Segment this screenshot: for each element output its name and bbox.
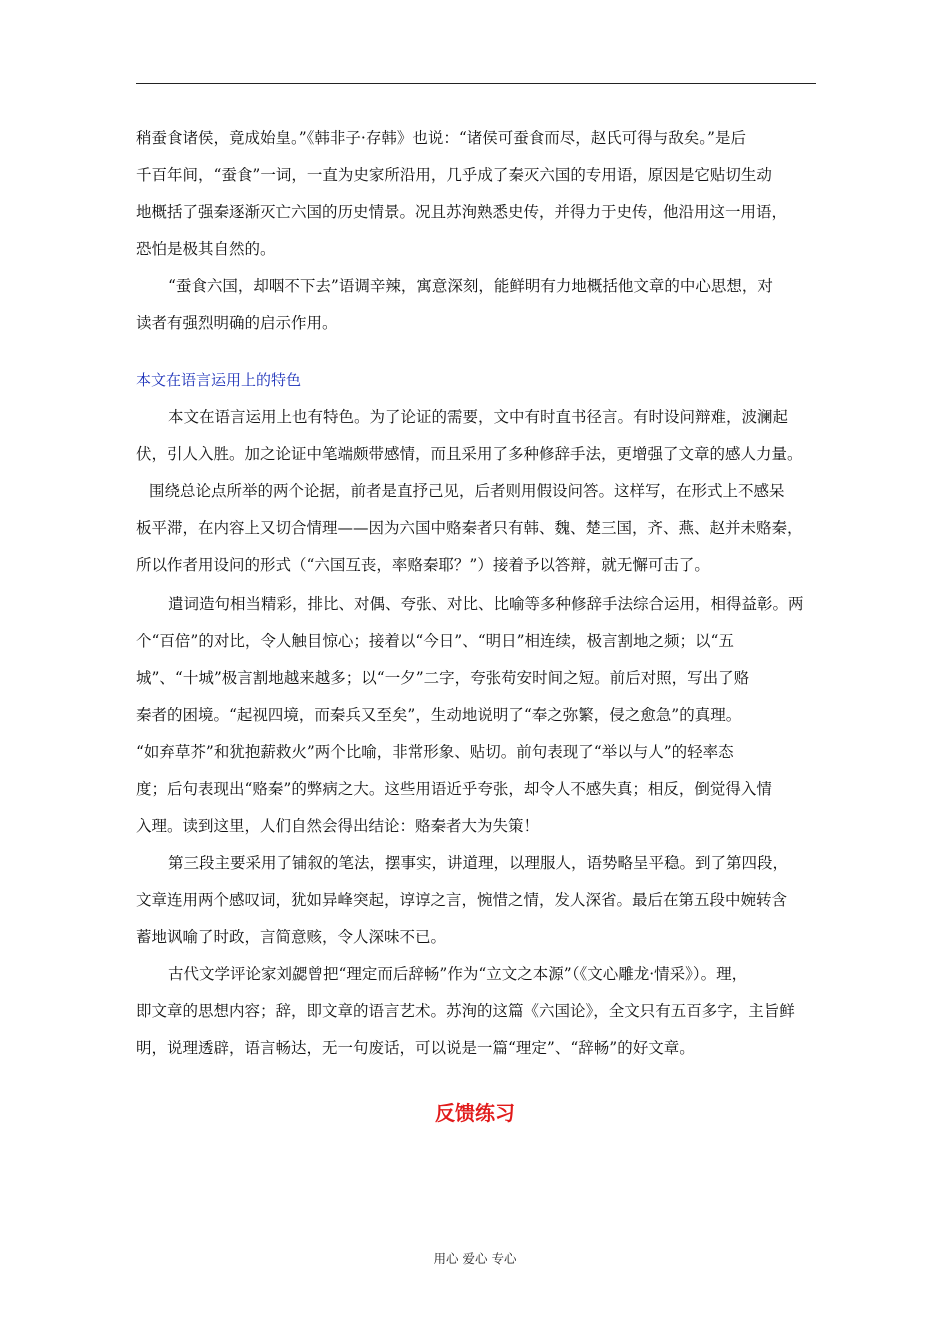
text-line: 明，说理透辟，语言畅达，无一句废话，可以说是一篇“理定”、“辞畅”的好文章。 <box>136 1039 695 1057</box>
text-line: 秦者的困境。“起视四境，而秦兵又至矣”，生动地说明了“奉之弥繁，侵之愈急”的真理。 <box>136 706 742 724</box>
text-line: “蚕食六国，却咽不下去”语调辛辣，寓意深刻，能鲜明有力地概括他文章的中心思想，对 <box>168 277 773 295</box>
text-line: 恐怕是极其自然的。 <box>136 240 276 258</box>
text-line: 入理。读到这里，人们自然会得出结论：赂秦者大为失策！ <box>136 817 540 835</box>
text-line: 读者有强烈明确的启示作用。 <box>136 314 338 332</box>
text-line: 所以作者用设问的形式（“六国互丧，率赂秦耶？”）接着予以答辩，就无懈可击了。 <box>136 556 710 574</box>
text-line: 文章连用两个感叹词，犹如异峰突起，谆谆之言，惋惜之情，发人深省。最后在第五段中婉转含 <box>136 891 788 909</box>
text-line: 板平滞，在内容上又切合情理——因为六国中赂秦者只有韩、魏、楚三国，齐、燕、赵并未赂秦， <box>136 519 803 537</box>
text-line: 蓄地讽喻了时政，言简意赅，令人深味不已。 <box>136 928 447 946</box>
text-line: 即文章的思想内容；辞，即文章的语言艺术。苏洵的这篇《六国论》，全文只有五百多字，主旨鲜 <box>136 1002 795 1020</box>
text-line: 度；后句表现出“赂秦”的弊病之大。这些用语近乎夸张，却令人不感失真；相反，倒觉得入情 <box>136 780 772 798</box>
text-line: 古代文学评论家刘勰曾把“理定而后辞畅”作为“立文之本源”（《文心雕龙·情采》）。理， <box>168 965 748 983</box>
text-line: 遣词造句相当精彩，排比、对偶、夸张、对比、比喻等多种修辞手法综合运用，相得益彰。两 <box>168 595 804 613</box>
text-line: “如弃草芥”和犹抱薪救火”两个比喻，非常形象、贴切。前句表现了“举以与人”的轻率态 <box>136 743 734 761</box>
text-line: 地概括了强秦逐渐灭亡六国的历史情景。况且苏洵熟悉史传，并得力于史传，他沿用这一用语， <box>136 203 788 221</box>
section-title: 反馈练习 <box>435 1101 515 1125</box>
section-heading: 本文在语言运用上的特色 <box>136 371 302 389</box>
text-line: 本文在语言运用上也有特色。为了论证的需要，文中有时直书径言。有时设问辩难，波澜起 <box>168 408 789 426</box>
text-line: 稍蚕食诸侯，竟成始皇。”《韩非子·存韩》也说：“诸侯可蚕食而尽，赵氏可得与敌矣。”是后 <box>136 129 746 147</box>
text-line: 第三段主要采用了铺叙的笔法，摆事实，讲道理，以理服人，语势略呈平稳。到了第四段， <box>168 854 789 872</box>
text-line: 围绕总论点所举的两个论据，前者是直抒己见，后者则用假设问答。这样写，在形式上不感呆 <box>149 482 785 500</box>
text-line: 伏，引人入胜。加之论证中笔端颇带感情，而且采用了多种修辞手法，更增强了文章的感人力量。 <box>136 445 803 463</box>
text-line: 城”、“十城”极言割地越来越多；以“一夕”二字，夸张苟安时间之短。前后对照，写出了赂 <box>136 669 750 687</box>
header-rule <box>136 83 816 84</box>
text-line: 千百年间，“蚕食”一词，一直为史家所沿用，几乎成了秦灭六国的专用语，原因是它贴切生动 <box>136 166 772 184</box>
text-line: 个“百倍”的对比，令人触目惊心；接着以“今日”、“明日”相连续，极言割地之频；以“五 <box>136 632 734 650</box>
page-footer: 用心 爱心 专心 <box>433 1251 517 1266</box>
